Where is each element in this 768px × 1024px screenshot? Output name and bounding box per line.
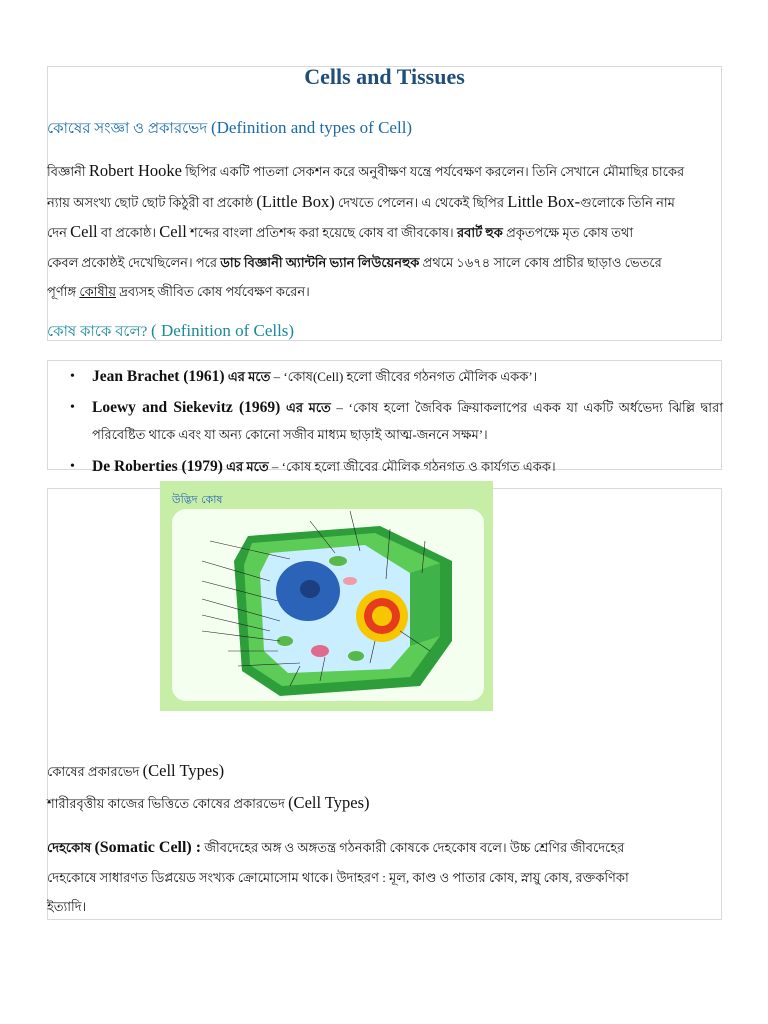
plant-cell-figure [160, 481, 493, 711]
para-line: কেবল প্রকোষ্ঠই দেখেছিলেন। পরে ডাচ বিজ্ঞানী অ্যান্টনি ভ্যান লিউয়েনহুক প্রথমে ১৬৭৪ সালে কোষ প্রাচীর ছাড়াও ভেতরে [47, 254, 662, 270]
list-item: • Jean Brachet (1961) এর মতে – ‘কোষ(Cell) হলো জীবের গঠনগত মৌলিক একক’। [68, 363, 723, 390]
cell-types-subheading: শারীরবৃত্তীয় কাজের ভিত্তিতে কোষের প্রকারভেদ (Cell Types) [47, 793, 370, 812]
doc-title: Cells and Tissues [304, 64, 465, 89]
para-line: ন্যায় অসংখ্য ছোট ছোট কিঠুরী বা প্রকোষ্ঠ (Little Box) দেখতে পেলেন। এ থেকেই ছিপির Little Box-গুলোকে তিনি নাম [47, 191, 675, 211]
heading-bn: কোষ কাকে বলে? [47, 324, 152, 340]
heading-en: (Definition and types of Cell) [210, 118, 413, 137]
intro-paragraph [47, 156, 722, 307]
somatic-cell-paragraph [47, 833, 722, 922]
section-heading-definition-types [47, 117, 412, 142]
para-line: পূর্ণাঙ্গ কোষীয় দ্রব্যসহ জীবিত কোষ পর্যবেক্ষণ করেন। [47, 284, 310, 299]
heading-bn: কোষের সংজ্ঞা ও প্রকারভেদ [47, 121, 211, 137]
cell-types-heading: কোষের প্রকারভেদ (Cell Types) [47, 761, 225, 780]
para-line: দেন Cell বা প্রকোষ্ঠ। Cell শব্দের বাংলা প্রতিশব্দ করা হয়েছে কোষ বা জীবকোষ। রবার্ট হুক প্রকৃতপক্ষে মৃত কোষ তথা [47, 222, 634, 241]
figure-title: উদ্ভিদ কোষ [172, 493, 223, 506]
para-line: ইত্যাদি। [47, 899, 87, 914]
definition-list [68, 363, 723, 480]
plant-cell-diagram [160, 481, 493, 711]
para-line: বিজ্ঞানী Robert Hooke ছিপির একটি পাতলা সেকশন করে অনুবীক্ষণ যন্ত্রে পর্যবেক্ষণ করলেন। তিনি সেখানে মৌমাছির চাকের [47, 161, 685, 180]
section-heading-definition-of-cells [47, 320, 294, 345]
heading-en: ( Definition of Cells) [151, 321, 295, 340]
para-line: দেহকোষে সাধারণত ডিপ্লয়েড সংখ্যক ক্রোমোসোম থাকে। উদাহরণ : মূল, কাণ্ড ও পাতার কোষ, স্নায়ু কোষ, রক্তকণিকা [47, 869, 629, 885]
list-item: • Loewy and Siekevitz (1969) এর মতে – ‘কোষ হলো জৈবিক ক্রিয়াকলাপের একক যা একটি অর্ধভেদ্য ঝিল্লি দ্বারা পরিবেষ্টিত থাকে এবং যা অন্য কোনো সজীব মাধ্যম ছাড়াই আত্ম-জননে সক্ষম’। [68, 394, 723, 448]
para-line: দেহকোষ (Somatic Cell) : জীবদেহের অঙ্গ ও অঙ্গতন্ত্র গঠনকারী কোষকে দেহকোষ বলে। উচ্চ শ্রেণির জীবদেহের [47, 839, 625, 856]
list-item: • De Roberties (1979) এর মতে – ‘কোষ হলো জীবের মৌলিক গঠনগত ও কার্যগত একক। [68, 453, 723, 480]
